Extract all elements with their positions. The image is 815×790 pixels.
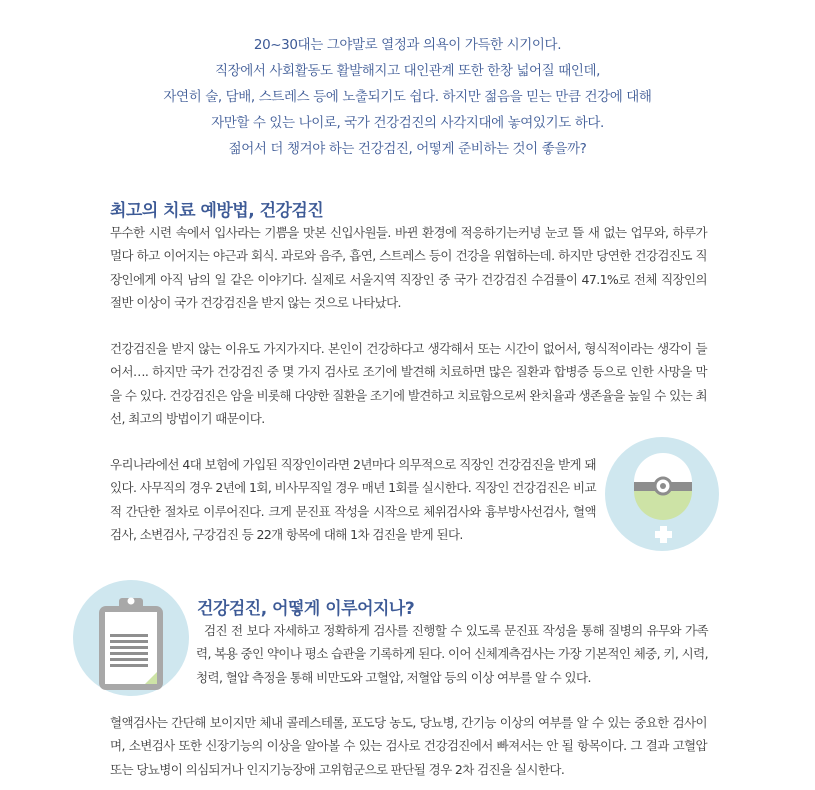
intro-line: 직장에서 사회활동도 활발해지고 대인관계 또한 한창 넓어질 때인데,	[214, 63, 601, 79]
section-heading-process: 건강검진, 어떻게 이루어지나?	[197, 599, 415, 619]
intro-line: 자연히 술, 담배, 스트레스 등에 노출되기도 쉽다. 하지만 젊음을 믿는 만큼 건강에 대해	[163, 89, 652, 105]
clipboard-icon	[72, 579, 190, 697]
intro-line: 자만할 수 있는 나이로, 국가 건강검진의 사각지대에 놓여있기도 하다.	[211, 115, 604, 131]
section1-paragraph-1: 무수한 시련 속에서 입사라는 기쁨을 맛본 신입사원들. 바뀐 환경에 적응하기는커녕 눈코 뜰 새 없는 업무와, 하루가 멀다 하고 이어지는 야근과 회식. 과로와 음주, 흡연, 스트레스 등이 건강을 위협하는데. 하지만 당연한 건강검진도 직장인에게 아직 남의 일 같은 이야기다. 실제로 서울지역 직장인 중 국가 건강검진 수검률이 47.1%로 전체 직장인의 절반 이상이 국가 건강검진을 받지 않는 것으로 나타났다.	[110, 225, 707, 310]
intro-line: 20~30대는 그야말로 열정과 의욕이 가득한 시기이다.	[253, 37, 562, 53]
section1-paragraph-2: 건강검진을 받지 않는 이유도 가지가지다. 본인이 건강하다고 생각해서 또는 시간이 없어서, 형식적이라는 생각이 들어서…. 하지만 국가 건강검진 중 몇 가지 검사로 조기에 발견해 치료하면 많은 질환과 합병증 등으로 인한 사망을 막을 수 있다. 건강검진은 암을 비롯해 다양한 질환을 조기에 발견하고 치료함으로써 완치율과 생존율을 높일 수 있는 최선, 최고의 방법이기 때문이다.	[110, 341, 707, 426]
section1-paragraph-3: 우리나라에선 4대 보험에 가입된 직장인이라면 2년마다 의무적으로 직장인 건강검진을 받게 돼 있다. 사무직의 경우 2년에 1회, 비사무직일 경우 매년 1회를 실시한다. 직장인 건강검진은 비교적 간단한 절차로 이루어진다. 크게 문진표 작성을 시작으로 체위검사와 흉부방사선검사, 혈액검사, 소변검사, 구강검진 등 22개 항목에 대해 1차 검진을 받게 된다.	[110, 457, 596, 542]
intro-line: 젊어서 더 챙겨야 하는 건강검진, 어떻게 준비하는 것이 좋을까?	[228, 141, 587, 157]
section2-paragraph-2: 혈액검사는 간단해 보이지만 체내 콜레스테롤, 포도당 농도, 당뇨병, 간기능 이상의 여부를 알 수 있는 중요한 검사이며, 소변검사 또한 신장기능의 이상을 알아볼 수 있는 검사로 건강검진에서 빠져서는 안 될 항목이다. 그 결과 고혈압 또는 당뇨병이 의심되거나 인지기능장애 고위험군으로 판단될 경우 2차 검진을 실시한다.	[110, 715, 707, 777]
medicine-capsule-icon	[604, 436, 720, 552]
section-heading-checkup: 최고의 치료 예방법, 건강검진	[110, 201, 324, 221]
section2-paragraph-1: 검진 전 보다 자세하고 정확하게 검사를 진행할 수 있도록 문진표 작성을 통해 질병의 유무와 가족력, 복용 중인 약이나 평소 습관을 기록하게 된다. 이어 신체계측검사는 가장 기본적인 체중, 키, 시력, 청력, 혈압 측정을 통해 비만도와 고혈압, 저혈압 등의 이상 여부를 알 수 있다.	[196, 623, 708, 685]
intro-block	[0, 32, 815, 162]
